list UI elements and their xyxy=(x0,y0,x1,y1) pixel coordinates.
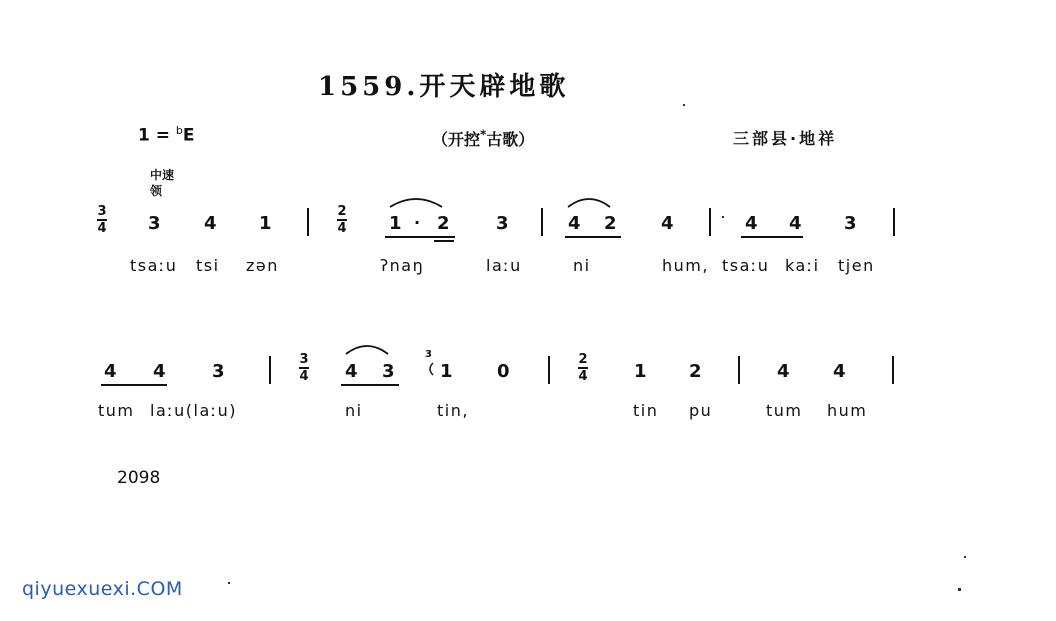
time-signature-3-4 xyxy=(299,353,309,383)
lyric-syllable: tjen xyxy=(838,256,875,275)
time-signature-2-4 xyxy=(578,353,588,383)
footnote-star: * xyxy=(480,127,487,142)
page-number: 2098 xyxy=(117,468,161,488)
song-origin: 三部县·地祥 xyxy=(733,129,838,148)
underline xyxy=(385,236,455,238)
lyric-syllable: tum xyxy=(766,401,803,420)
lyric-syllable: zən xyxy=(246,256,279,275)
lyric-syllable: tsi xyxy=(196,256,220,275)
note: 1 xyxy=(259,213,272,234)
bar-line xyxy=(307,208,309,236)
slur xyxy=(566,195,612,209)
underline xyxy=(565,236,621,238)
time-numerator: 2 xyxy=(578,352,588,367)
lyric-syllable: ʔnaŋ xyxy=(380,256,425,275)
key-signature xyxy=(138,124,195,146)
lyric-syllable: tsaːu xyxy=(722,256,770,275)
time-numerator: 3 xyxy=(97,204,107,219)
bar-line xyxy=(892,356,894,384)
lyric-syllable: tsaːu xyxy=(130,256,178,275)
slur xyxy=(388,195,444,209)
time-numerator: 2 xyxy=(337,204,347,219)
note: 3 xyxy=(212,361,225,382)
bar-line xyxy=(548,356,550,384)
time-denominator: 4 xyxy=(337,221,347,236)
time-signature-3-4 xyxy=(97,205,107,235)
note: 4 xyxy=(661,213,674,234)
lyric-syllable: hum xyxy=(827,401,868,420)
lyric-syllable: ni xyxy=(573,256,591,275)
grace-slur xyxy=(427,362,435,376)
scan-speck xyxy=(722,216,724,218)
scan-speck xyxy=(958,588,961,591)
note: 4 xyxy=(204,213,217,234)
slur xyxy=(344,342,390,356)
note: 1 xyxy=(440,361,453,382)
time-numerator: 3 xyxy=(299,352,309,367)
lyric-syllable: tin, xyxy=(437,401,469,420)
song-title: 1559.开天辟地歌 xyxy=(318,72,570,102)
lyric-syllable: kaːi xyxy=(785,256,820,275)
time-denominator: 4 xyxy=(97,221,107,236)
bar-line xyxy=(738,356,740,384)
underline xyxy=(101,384,167,386)
note: 4 xyxy=(745,213,758,234)
bar-line xyxy=(269,356,271,384)
site-watermark: qiyuexuexi.COM xyxy=(22,578,183,600)
note: 1 xyxy=(389,213,402,234)
key-prefix: 1 = xyxy=(138,125,170,146)
time-signature-2-4 xyxy=(337,205,347,235)
lyric-syllable: hum, xyxy=(662,256,709,275)
lyric-syllable: tin xyxy=(633,401,659,420)
note: 3 xyxy=(148,213,161,234)
lyric-syllable: tum xyxy=(98,401,135,420)
subtitle xyxy=(432,127,534,150)
time-denominator: 4 xyxy=(299,369,309,384)
key-note: E xyxy=(182,125,195,146)
note: 2 xyxy=(689,361,702,382)
bar-line xyxy=(541,208,543,236)
note: 2 xyxy=(604,213,617,234)
bar-line xyxy=(893,208,895,236)
subtitle-open: （开控 xyxy=(432,130,481,149)
lyric-syllable: ni xyxy=(345,401,363,420)
tempo-marking: 中速领 xyxy=(150,168,175,198)
scan-speck xyxy=(964,556,966,558)
scan-speck xyxy=(228,582,230,584)
underline xyxy=(741,236,803,238)
note: 1 xyxy=(634,361,647,382)
note: 4 xyxy=(789,213,802,234)
note: 4 xyxy=(153,361,166,382)
scan-speck xyxy=(683,104,685,106)
note: 4 xyxy=(568,213,581,234)
note: 4 xyxy=(345,361,358,382)
note: 3 xyxy=(496,213,509,234)
subtitle-close: 古歌） xyxy=(486,130,535,149)
note: 3 xyxy=(844,213,857,234)
underline xyxy=(341,384,399,386)
bar-line xyxy=(709,208,711,236)
grace-note: 3 xyxy=(425,349,432,360)
lyric-syllable: laːu xyxy=(486,256,522,275)
note: 0 xyxy=(497,361,510,382)
note: 4 xyxy=(833,361,846,382)
note: 4 xyxy=(104,361,117,382)
time-denominator: 4 xyxy=(578,369,588,384)
flat-sign: b xyxy=(175,124,183,137)
note: 2 xyxy=(437,213,450,234)
lyric-syllable: laːu(laːu) xyxy=(150,401,238,420)
note: 3 xyxy=(382,361,395,382)
lyric-syllable: pu xyxy=(689,401,713,420)
augmentation-dot: · xyxy=(414,213,421,232)
note: 4 xyxy=(777,361,790,382)
underline-double xyxy=(434,240,454,242)
